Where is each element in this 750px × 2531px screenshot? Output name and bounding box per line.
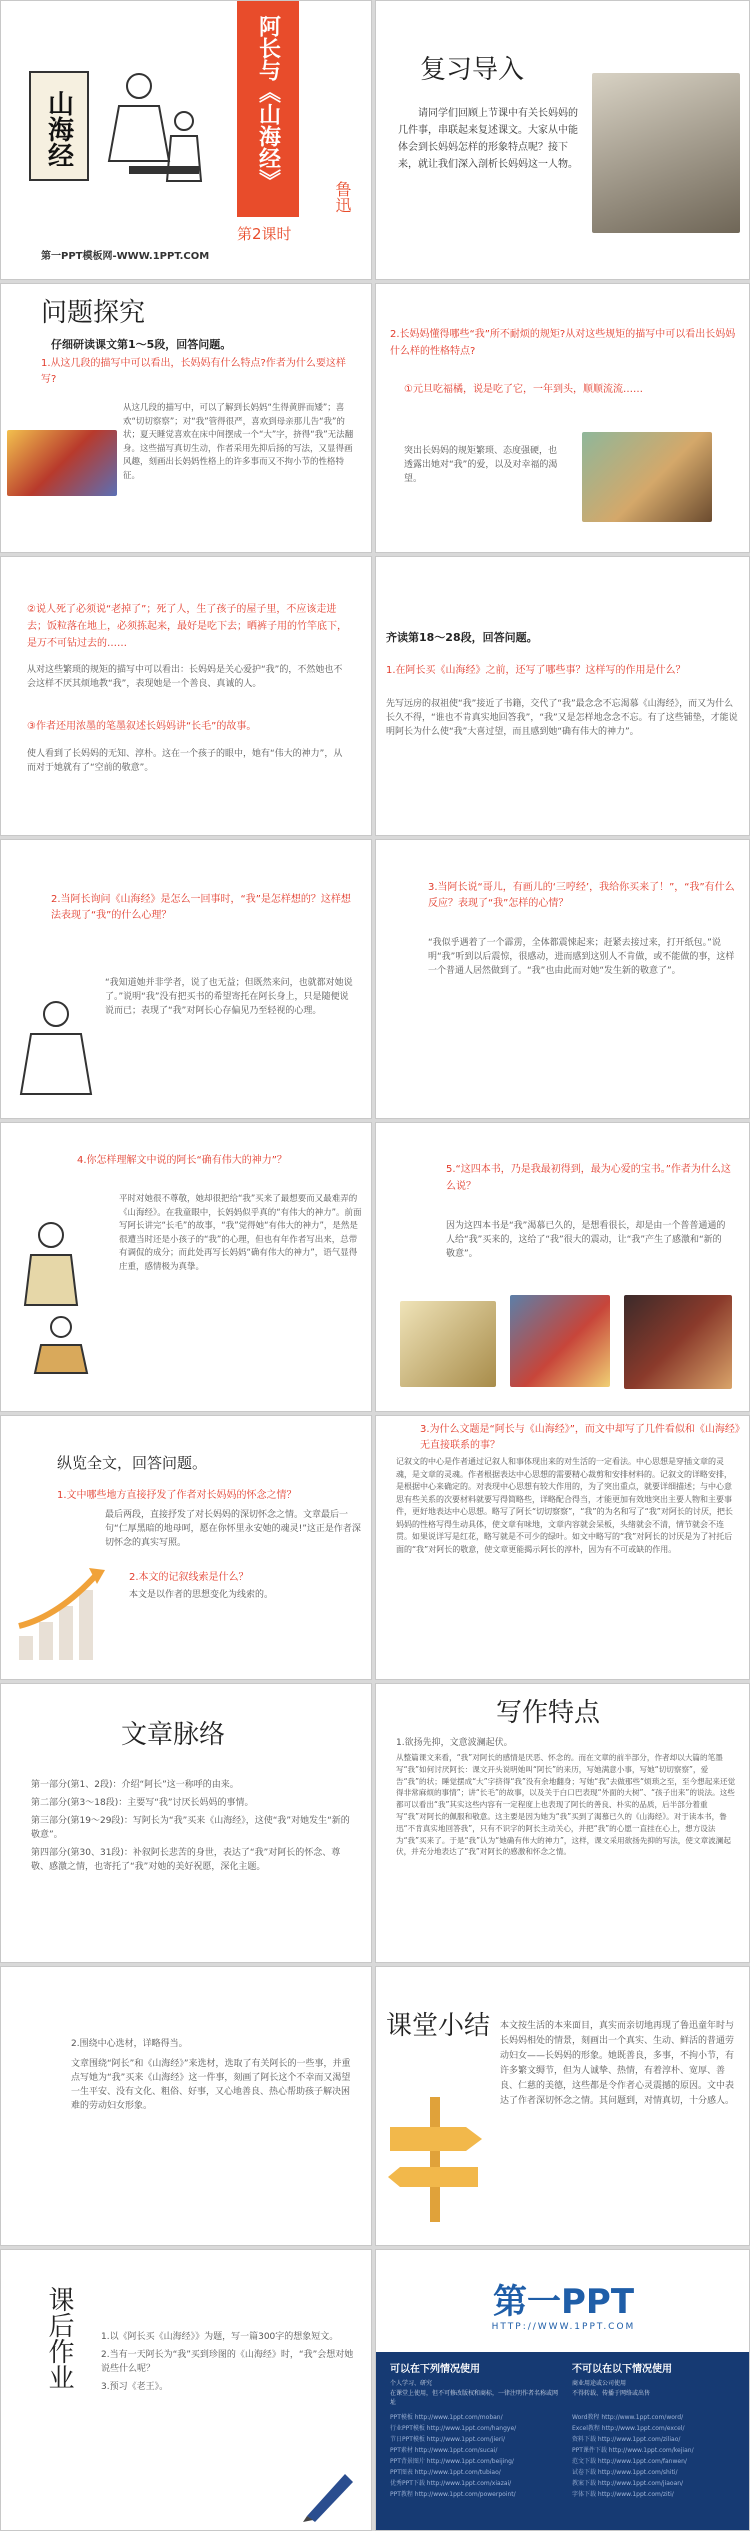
question-2: 2.长妈妈懂得哪些“我”所不耐烦的规矩?从对这些规矩的描写中可以看出长妈妈什么样的性格特点? xyxy=(390,329,736,357)
slide-title: 课后作业 xyxy=(44,2286,74,2390)
myth-image-1 xyxy=(400,1301,496,1387)
link-row[interactable]: 节日PPT模板 http://www.1ppt.com/jieri/ xyxy=(390,2436,505,2443)
logo-url: HTTP://WWW.1PPT.COM xyxy=(491,2322,636,2332)
book-cover-image xyxy=(29,71,89,181)
allowed-item-1: 个人学习、研究 xyxy=(390,2380,433,2387)
author-name: 鲁迅 xyxy=(333,181,352,213)
logo-text: 第一PPT xyxy=(492,2282,635,2322)
homework-3: 3.预习《老王》。 xyxy=(101,2382,169,2392)
slide-1-cover xyxy=(0,0,372,280)
book-title: 山海经 xyxy=(43,90,74,168)
slide-18-copyright xyxy=(375,2249,750,2531)
link-row[interactable]: Excel教程 http://www.1ppt.com/excel/ xyxy=(572,2425,685,2432)
link-row[interactable]: 行业PPT模板 http://www.1ppt.com/hangye/ xyxy=(390,2425,517,2432)
question-1: 1.从这几段的描写中可以看出，长妈妈有什么特点?作者为什么要这样写? xyxy=(41,358,346,385)
site-label: 第一PPT模板网-WWW.1PPT.COM xyxy=(41,251,210,262)
question-1: 1.在阿长买《山海经》之前，还写了哪些事？这样写的作用是什么？ xyxy=(386,665,686,676)
painting-image xyxy=(7,430,117,496)
scholar-illustration xyxy=(11,994,101,1104)
forbidden-title: 不可以在以下情况使用 xyxy=(572,2364,672,2375)
part-2: 第二部分(第3～18段)：主要写“我”讨厌长妈妈的事情。 xyxy=(31,1798,254,1808)
slide-12-title-reason xyxy=(375,1415,750,1680)
part-3: 第三部分(第19～29段)：写阿长为“我”买来《山海经》，这使“我”对她发生“新的敬意”。 xyxy=(31,1816,350,1840)
signpost-graphic xyxy=(386,2087,486,2227)
homework-2: 2.当有一天阿长为“我”买到珍图的《山海经》时，“我”会想对她说些什么呢？ xyxy=(101,2350,354,2374)
question-1: 1.文中哪些地方直接抒发了作者对长妈妈的怀念之情？ xyxy=(57,1490,297,1501)
answer-4: 平时对她很不尊敬，她却很把给“我”买来了最想要而又最难弄的《山海经》。在我童眼中，长妈妈似乎真的“有伟大的神力”。前面写阿长讲完“长毛”的故事，“我”觉得她“有伟大的神力”，是然是很遭当时还是小孩子的“我”的心理，但也有年作者写出来，总带有调侃的成分；而此处再写长妈妈“确有伟大的神力”，语气显得庄重，感情极为真挚。 xyxy=(119,1194,362,1272)
slide-8-reaction xyxy=(375,839,750,1119)
link-row[interactable]: Word教程 http://www.1ppt.com/word/ xyxy=(572,2414,684,2421)
part-1: 第一部分(第1、2段)：介绍“阿长”这一称呼的由来。 xyxy=(31,1780,239,1790)
slide-title: 复习导入 xyxy=(420,55,525,85)
rule-2: ②说人死了必须说“老掉了”；死了人，生了孩子的屋子里，不应该走进去；饭粒落在地上，必须拣起来，最好是吃下去；晒裤子用的竹竿底下，是万不可钻过去的…… xyxy=(27,604,347,649)
review-text: 请同学们回顾上节课中有关长妈妈的几件事，串联起来复述课文。大家从中能体会到长妈妈怎样的形象特点呢？接下来，就让我们深入剖析长妈妈这一人物。 xyxy=(398,108,578,170)
growth-chart-graphic xyxy=(9,1556,119,1666)
answer-1: 最后两段，直接抒发了对长妈妈的深切怀念之情。文章最后一句“仁厚黑暗的地母呵，愿在你怀里永安她的魂灵!”这正是作者深切怀念的真实写照。 xyxy=(105,1510,361,1548)
slide-title: 纵览全文，回答问题。 xyxy=(57,1454,208,1472)
link-row[interactable]: PPT教程 http://www.1ppt.com/powerpoint/ xyxy=(390,2491,516,2498)
slide-11-overview xyxy=(0,1415,372,1680)
usage-panel xyxy=(376,2352,750,2531)
slide-7-thought xyxy=(0,839,372,1119)
question-5: 5.“这四本书，乃是我最初得到，最为心爱的宝书。”作者为什么这么说？ xyxy=(446,1164,731,1192)
slide-15-material xyxy=(0,1966,372,2246)
slide-title: 文章脉络 xyxy=(121,1720,226,1750)
myth-image-2 xyxy=(510,1295,610,1387)
link-row[interactable]: PPT模板 http://www.1ppt.com/moban/ xyxy=(390,2414,503,2421)
question-3: 3.为什么文题是“阿长与《山海经》”，而文中却写了几件看似和《山海经》无直接联系的事？ xyxy=(420,1424,740,1451)
task-line: 齐读第18～28段，回答问题。 xyxy=(386,631,538,644)
slide-13-structure xyxy=(0,1683,372,1963)
homework-1: 1.以《阿长买《山海经》》为题，写一篇300字的想象短文。 xyxy=(101,2332,339,2342)
forbidden-item-1: 商业用途或公司使用 xyxy=(572,2380,627,2387)
answer-2: “我知道她并非学者，说了也无益；但既然来问，也就都对她说了。”说明“我”没有把买书的希望寄托在阿长身上，只是随便说说而已；表现了“我”对阿长心存偏见乃至轻视的心理。 xyxy=(105,978,353,1016)
myth-image-3 xyxy=(624,1295,732,1389)
rule-3-explain: 使人看到了长妈妈的无知、淳朴。这在一个孩子的眼中，她有“伟大的神力”，从而对于她就有了“空前的敬意”。 xyxy=(27,749,343,773)
slide-10-books xyxy=(375,1122,750,1412)
link-row[interactable]: PPT素材 http://www.1ppt.com/sucai/ xyxy=(390,2447,498,2454)
answer-1: 先写远房的叔祖使“我”接近了书籍，交代了“我”最念念不忘渴慕《山海经》，而又为什么长久不得，“谁也不肯真实地回答我”，“我”又是怎样地念念不忘。有了这些铺垫，才能说明阿长为什么使“我”大喜过望，而且感到她“确有伟大的神力”。 xyxy=(386,699,738,737)
answer-1: 从这几段的描写中，可以了解到长妈妈“生得黄胖而矮”；喜欢“切切察察”；对“我”管得很严，喜欢到母亲那儿告“我”的状；夏天睡觉喜欢在床中间摆成一个“大”字，挤得“我”无法翻身。这些描写真切生动，作者采用先抑后扬的写法，又显得画风趣，刻画出长妈妈性格上的许多事而又不拘小节的性格特征。 xyxy=(123,403,354,481)
answer-2-point: ①元旦吃福橘，说是吃了它，一年到头，顺顺流流…… xyxy=(404,384,643,395)
slide-title: 课堂小结 xyxy=(386,2011,491,2041)
answer-2: 本文是以作者的思想变化为线索的。 xyxy=(129,1590,274,1600)
answer-2-text: 突出长妈妈的规矩繁琐、态度强硬，也透露出她对“我”的爱，以及对幸福的渴望。 xyxy=(404,446,558,484)
answer-3: 记叙文的中心是作者通过记叙人和事体现出来的对生活的一定看法。中心思想是穿插文章的灵魂，是文章的灵魂。作者根据表达中心思想的需要精心裁剪和安排材料的。记叙文的详略安排，是根据中心来确定的。对表现中心思想有较大作用的，为了突出重点，就要详细描述；与中心意思有些关系的次要材料就要写得简略些，详略配合得当，才能更加有效地突出主要人物和主要事件，更好地表达中心思想。略写了阿长“切切察察”，“我”的为名和写了“我”对阿长的讨厌，把长妈妈的性格写得生动具体，使文章有味地，文章内容就会呆板，头绪就会不清，情节就会不连贯。如果说详写是红花，略写就是不可少的绿叶。如文中略写的“我”对阿长的讨厌是为了衬托后面的“我”对阿长的敬意，使文章更能揭示阿长的淳朴，因为有不可或缺的作用。 xyxy=(396,1457,733,1554)
link-row[interactable]: 教案下载 http://www.1ppt.com/jiaoan/ xyxy=(572,2480,684,2487)
links-left xyxy=(390,2412,560,2500)
question-2: 2.本文的记叙线索是什么？ xyxy=(129,1572,249,1583)
slide-3-questions xyxy=(0,283,372,553)
link-row[interactable]: 范文下载 http://www.1ppt.com/fanwen/ xyxy=(572,2458,687,2465)
task-line: 仔细研读课文第1～5段，回答问题。 xyxy=(51,338,232,351)
links-right xyxy=(572,2412,742,2500)
banner-title: 阿长与《山海经》 xyxy=(255,15,281,191)
allowed-item-2: 在课堂上使用，但不可修改版权和商标，一律注明作者名称或网址 xyxy=(390,2390,559,2406)
question-4: 4.你怎样理解文中说的阿长“确有伟大的神力”？ xyxy=(77,1155,287,1166)
link-row[interactable]: 资料下载 http://www.1ppt.com/ziliao/ xyxy=(572,2436,681,2443)
figure-illustration xyxy=(11,1215,101,1375)
answer-3: “我似乎遇着了一个霹雳，全体都震悚起来；赶紧去接过来，打开纸包。”说明“我”听到以后震惊，很感动，进而感到这别人不肯做，或不能做的事，这样一个普通人居然做到了。“我”也由此而对她“发生新的敬意了”。 xyxy=(428,938,735,976)
slide-5-rules-cont xyxy=(0,556,372,836)
family-painting xyxy=(582,432,712,522)
link-row[interactable]: 试卷下载 http://www.1ppt.com/shiti/ xyxy=(572,2469,678,2476)
slide-16-summary xyxy=(375,1966,750,2246)
slide-title: 问题探究 xyxy=(41,298,146,328)
slide-title: 写作特点 xyxy=(496,1698,601,1728)
allowed-title: 可以在下列情况使用 xyxy=(390,2364,480,2375)
link-row[interactable]: 优秀PPT下载 http://www.1ppt.com/xiazai/ xyxy=(390,2480,512,2487)
red-banner xyxy=(237,1,299,217)
feature-1-heading: 1.欲扬先抑，文意波澜起伏。 xyxy=(396,1738,513,1748)
slide-9-power xyxy=(0,1122,372,1412)
rule-3: ③作者还用浓墨的笔墨叙述长妈妈讲“长毛”的故事。 xyxy=(27,721,257,732)
slide-2-review xyxy=(375,0,750,280)
summary-text: 本文按生活的本来面目，真实而亲切地再现了鲁迅童年时与长妈妈相处的情景，刻画出一个真实、生动、鲜活的普通劳动妇女——长妈妈的形象。她既善良，多事，不拘小节，有许多繁文缛节，但为人诚挚、热情，有着淳朴、宽厚、善良、仁慈的美德，这些都是令作者心灵震撼的原因。文中表达了作者深切怀念之情。其问题到，对情真切，十分感人。 xyxy=(500,2021,735,2106)
slide-14-features xyxy=(375,1683,750,1963)
link-row[interactable]: 字体下载 http://www.1ppt.com/ziti/ xyxy=(572,2491,674,2498)
slide-4-rules xyxy=(375,283,750,553)
part-4: 第四部分(第30、31段)：补叙阿长悲苦的身世，表达了“我”对阿长的怀念、尊敬、感激之情，也寄托了“我”对她的美好祝愿，深化主题。 xyxy=(31,1848,341,1872)
reading-figures-illustration xyxy=(99,61,209,201)
feature-1-text: 从整篇课文来看，“我”对阿长的感情是厌恶、怀念的。而在文章的前半部分，作者却以大篇的笔墨写“我”如何讨厌阿长：课文开头说明她叫“阿长”的来历，写她满意小事，写她“切切察察”，爱告“我”的状；睡觉摆成“大”字挤得“我”没有余地翻身；写她“我”去做那些“烦琐之至，至今想起来还觉得非常麻烦的事情”；讲“长毛”的故事，以及关于白口巴表现“外面的大树”、“孩子出来”的说法。这些都可以看出“我”其实这些内容有一定程度上也表现了阿长的善良、朴实的品质，后半部分着重写“我”对阿长的佩服和敬意。这主要是因为她为“我”买到了渴慕已久的《山海经》。对于读本书，鲁迅“不肯真实地回答我”，只有不识字的阿长主动关心，并把“我”的心愿一直挂在心上，想方设法为“我”买来了。于是“我”认为“她确有伟大的神力”，这样，课文采用欲扬先抑的写法，使文章波澜起伏，并充分地表达了“我”对阿长的感激和怀念之情。 xyxy=(396,1753,736,1857)
pen-graphic xyxy=(301,2462,361,2522)
feature-2-heading: 2.围绕中心选材，详略得当。 xyxy=(71,2039,188,2049)
link-row[interactable]: PPT背景图片 http://www.1ppt.com/beijing/ xyxy=(390,2458,514,2465)
question-2: 2.当阿长询问《山海经》是怎么一回事时，“我”是怎样想的？这样想法表现了“我”的什么心理？ xyxy=(51,894,351,921)
slide-6-reading xyxy=(375,556,750,836)
slide-17-homework xyxy=(0,2249,372,2531)
rule-2-explain: 从对这些繁琐的规矩的描写中可以看出：长妈妈是关心爱护“我”的，不然她也不会这样不厌其烦地教“我”，表现她是一个善良、真诚的人。 xyxy=(27,665,343,689)
link-row[interactable]: PPT图表 http://www.1ppt.com/tubiao/ xyxy=(390,2469,501,2476)
link-row[interactable]: PPT课件下载 http://www.1ppt.com/kejian/ xyxy=(572,2447,694,2454)
answer-5: 因为这四本书是“我”渴慕已久的，是想看很长，却是由一个普普通通的人给“我”买来的，这给了“我”很大的震动，让“我”产生了感激和“新的敬意”。 xyxy=(446,1221,726,1259)
lesson-label: 第2课时 xyxy=(237,225,292,243)
forbidden-item-2: 不得转载、传播于网络或出售 xyxy=(572,2390,651,2397)
feature-2-text: 文章围绕“阿长”和《山海经》”来选材，选取了有关阿长的一些事，并重点写她为“我”买来《山海经》这一件事，刻画了阿长这个不幸而又渴望一生平安、没有文化、粗俗、好事，又心地善良、热心帮助孩子解决困难的劳动妇女形象。 xyxy=(71,2059,351,2111)
old-photo xyxy=(592,73,740,233)
question-3: 3.当阿长说“哥儿，有画儿的‘三哼经’，我给你买来了！”，“我”有什么反应？表现了“我”怎样的心情？ xyxy=(428,882,735,909)
